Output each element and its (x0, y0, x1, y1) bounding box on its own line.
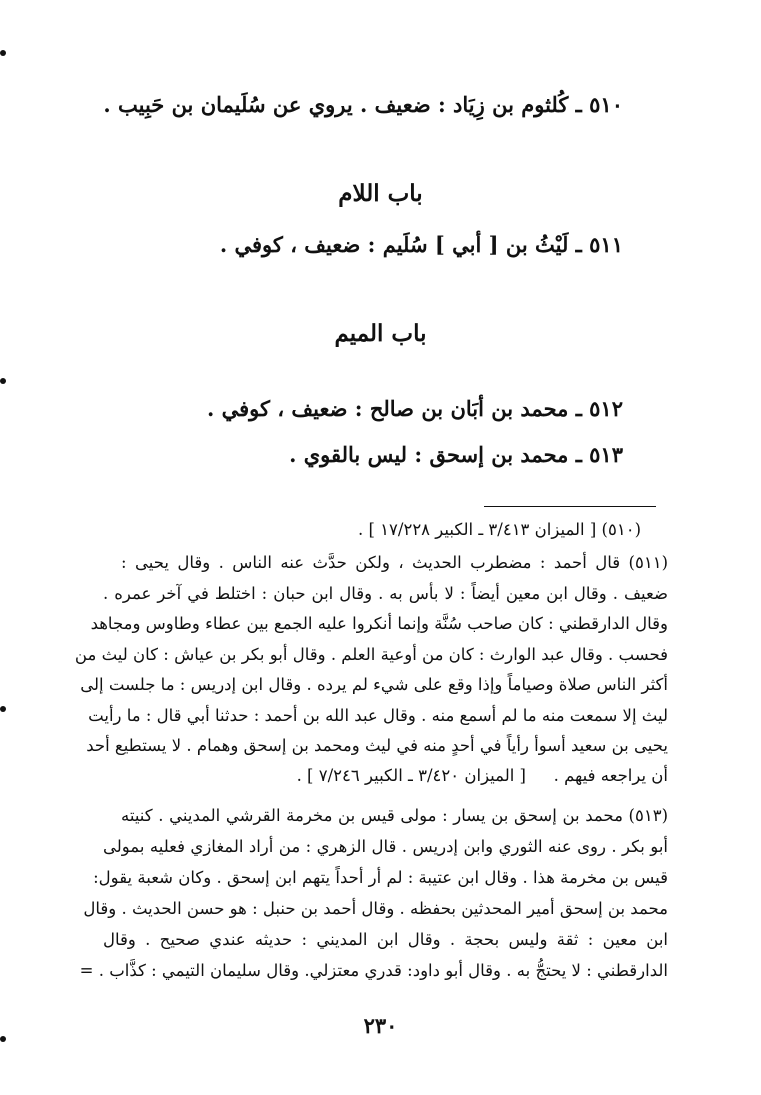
heading-bab-al-mim: باب الميم (334, 320, 427, 347)
margin-mark-bottom (0, 1036, 6, 1042)
margin-mark-middle (0, 378, 6, 384)
footnote-513-line-4: محمد بن إسحق أمير المحدثين بحفظه . وقال أحمد بن حنبل : هو حسن الحديث . وقال (83, 899, 668, 918)
entry-510: ٥١٠ ـ كُلثوم بن زِيَاد : ضعيف . يروي عن سُلَيمان بن حَبِيب . (103, 92, 623, 117)
footnote-513-line-1: (٥١٣) محمد بن إسحق بن يسار : مولى قيس بن مخرمة القرشي المديني . كنيته (121, 806, 668, 825)
footnote-separator (484, 506, 656, 507)
footnote-511-line-6: ليث إلا سمعت منه ما لم أسمع منه . وقال عبد الله بن أحمد : حدثنا أبي قال : ما رأيت (88, 706, 668, 725)
footnote-511-line-7: يحيى بن سعيد أسوأ رأياً في أحدٍ منه في ليث ومحمد بن إسحق وهمام . لا يستطيع أحد (86, 736, 668, 755)
footnote-511-line-3: وقال الدارقطني : كان صاحب سُنَّة وإنما أنكروا عليه الجمع بين عطاء وطاوس ومجاهد (90, 614, 668, 633)
footnote-513-line-6: الدارقطني : لا يحتجُّ به . وقال أبو داود: قدري معتزلي. وقال سليمان التيمي : كذَّاب . = (79, 961, 668, 980)
footnote-511-last-text: أن يراجعه فيهم . (553, 766, 668, 785)
margin-mark-lower (0, 706, 6, 712)
footnote-510: (٥١٠) [ الميزان ٣/٤١٣ ـ الكبير ١٧/٢٢٨ ] . (358, 520, 641, 539)
footnote-513-line-5: ابن معين : ثقة وليس بحجة . وقال ابن المديني : حديثه عندي صحيح . وقال (103, 930, 668, 949)
footnote-511-line-1: (٥١١) قال أحمد : مضطرب الحديث ، ولكن حدَّث عنه الناس . وقال يحيى : (121, 553, 668, 572)
entry-511: ٥١١ ـ لَيْثُ بن [ أبي ] سُلَيم : ضعيف ، كوفي . (219, 232, 623, 257)
page-number: ٢٣٠ (363, 1013, 398, 1038)
footnote-511-line-4: فحسب . وقال عبد الوارث : كان من أوعية العلم . وقال أبو بكر بن عياش : كان ليث من (74, 645, 668, 664)
footnote-511-reference: [ الميزان ٣/٤٢٠ ـ الكبير ٧/٢٤٦ ] . (296, 766, 526, 785)
footnote-511-line-5: أكثر الناس صلاة وصياماً وإذا وقع على شيء لم يرده . وقال ابن إدريس : ما جلست إلى (80, 675, 668, 694)
footnote-511-line-2: ضعيف . وقال ابن معين أيضاً : لا بأس به . وقال ابن حبان : اختلط في آخر عمره . (103, 584, 668, 603)
entry-512: ٥١٢ ـ محمد بن أبَان بن صالح : ضعيف ، كوفي . (207, 396, 623, 421)
footnote-513-line-2: أبو بكر . روى عنه الثوري وابن إدريس . قال الزهري : من أراد المغازي فعليه بمولى (103, 837, 668, 856)
margin-mark-top (0, 50, 6, 56)
entry-513: ٥١٣ ـ محمد بن إسحق : ليس بالقوي . (289, 442, 623, 467)
heading-bab-al-lam: باب اللام (338, 180, 423, 207)
footnote-513-line-3: قيس بن مخرمة هذا . وقال ابن عتيبة : لم أر أحداً يتهم ابن إسحق . وكان شعبة يقول: (93, 868, 668, 887)
